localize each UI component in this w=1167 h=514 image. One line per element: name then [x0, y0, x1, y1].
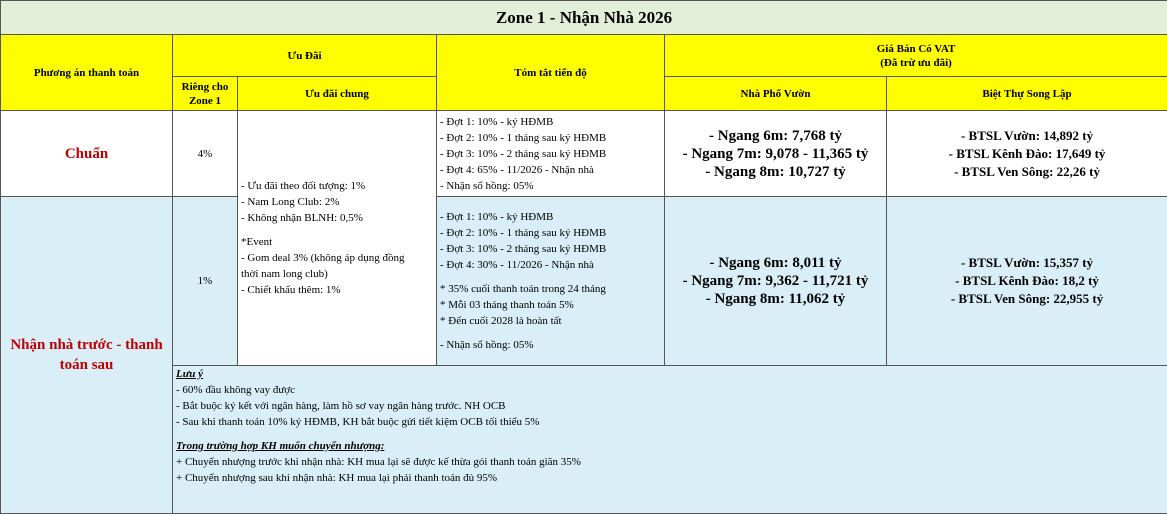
incentive-line: - Nam Long Club: 2%: [241, 195, 340, 208]
header-progress-summary: Tóm tắt tiến độ: [437, 35, 665, 111]
progress-line: - Nhận sổ hồng: 05%: [440, 179, 534, 192]
header-zone-only: Riêng cho Zone 1: [173, 77, 238, 111]
note-line: - Bắt buộc ký kết với ngân hàng, làm hồ sơ vay ngân hàng trước. NH OCB: [176, 399, 506, 412]
incentive-line: - Gom deal 3% (không áp dụng đồng: [241, 251, 405, 264]
progress-line: - Đợt 3: 10% - 2 tháng sau ký HĐMB: [440, 243, 607, 256]
header-price-vat: [665, 35, 1167, 77]
progress-early-handover: [437, 197, 665, 365]
price-line: - BTSL Vườn: 15,357 tỷ: [960, 255, 1094, 271]
price-line: - BTSL Kênh Đào: 18,2 tỷ: [955, 273, 1099, 289]
plan-early-handover: Nhận nhà trước - thanh toán sau: [1, 197, 173, 514]
progress-line: - Đợt 3: 10% - 2 tháng sau ký HĐMB: [440, 147, 607, 160]
progress-line: - Đợt 1: 10% - ký HĐMB: [440, 115, 554, 128]
price-line: - Ngang 7m: 9,362 - 11,721 tỷ: [682, 273, 869, 290]
price-line: - Ngang 6m: 7,768 tỷ: [709, 127, 842, 144]
progress-standard: [437, 111, 665, 197]
note-line: + Chuyển nhượng sau khi nhận nhà: KH mua lại phải thanh toán đủ 95%: [176, 471, 498, 484]
incentive-line: thời nam long club): [241, 267, 328, 280]
note-line: + Chuyển nhượng trước khi nhận nhà: KH mua lại sẽ được kế thừa gói thanh toán giãn 35%: [176, 455, 581, 468]
progress-line: * Đến cuối 2028 là hoàn tất: [440, 315, 562, 328]
progress-line: - Đợt 4: 65% - 11/2026 - Nhận nhà: [440, 163, 594, 176]
plan-standard: Chuẩn: [1, 111, 173, 197]
table-row: [1, 197, 1167, 365]
price-line: - Ngang 8m: 10,727 tỷ: [705, 163, 846, 180]
header-price-vat-line2: (Đã trừ ưu đãi): [880, 56, 952, 69]
table-title: Zone 1 - Nhận Nhà 2026: [1, 1, 1167, 35]
garden-prices-standard: [665, 111, 887, 197]
header-payment-plan: Phương án thanh toán: [1, 35, 173, 111]
progress-line: - Đợt 2: 10% - 1 tháng sau ký HĐMB: [440, 131, 607, 144]
price-line: - Ngang 8m: 11,062 tỷ: [705, 291, 846, 308]
price-line: - BTSL Vườn: 14,892 tỷ: [960, 127, 1094, 143]
event-title: *Event: [241, 235, 273, 248]
common-incentives-cell: [238, 111, 437, 365]
transfer-heading: Trong trường hợp KH muốn chuyển nhượng:: [176, 439, 385, 452]
price-line: - BTSL Ven Sông: 22,955 tỷ: [950, 291, 1104, 307]
zone-pct-early-handover: 1%: [173, 197, 238, 365]
incentive-line: - Ưu đãi theo đối tượng: 1%: [241, 179, 366, 192]
note-line: - 60% đầu không vay được: [176, 383, 296, 396]
header-garden-house: Nhà Phố Vườn: [665, 77, 887, 111]
incentive-line: - Không nhận BLNH: 0,5%: [241, 211, 363, 224]
header-common-incentives: Ưu đãi chung: [238, 77, 437, 111]
zone-pct-standard: 4%: [173, 111, 238, 197]
progress-line: - Đợt 2: 10% - 1 tháng sau ký HĐMB: [440, 227, 607, 240]
notes-cell: [173, 365, 1167, 513]
price-line: - BTSL Kênh Đào: 17,649 tỷ: [948, 145, 1106, 161]
progress-line: * Mỗi 03 tháng thanh toán 5%: [440, 299, 574, 312]
header-incentives: Ưu Đãi: [173, 35, 437, 77]
progress-line: - Nhận sổ hồng: 05%: [440, 339, 534, 352]
garden-prices-early-handover: [665, 197, 887, 365]
price-line: - Ngang 6m: 8,011 tỷ: [709, 255, 842, 272]
notes-heading: Lưu ý: [176, 367, 204, 380]
header-price-vat-line1: Giá Bán Có VAT: [876, 42, 956, 55]
notes-row: [1, 365, 1167, 513]
incentive-line: - Chiết khấu thêm: 1%: [241, 283, 341, 296]
price-line: - Ngang 7m: 9,078 - 11,365 tỷ: [682, 145, 869, 162]
price-line: - BTSL Ven Sông: 22,26 tỷ: [954, 163, 1100, 179]
note-line: - Sau khi thanh toán 10% ký HĐMB, KH bắt buộc gửi tiết kiệm OCB tối thiểu 5%: [176, 415, 540, 428]
btsl-prices-standard: [887, 111, 1167, 197]
progress-line: - Đợt 4: 30% - 11/2026 - Nhận nhà: [440, 259, 594, 272]
btsl-prices-early-handover: [887, 197, 1167, 365]
progress-line: * 35% cuối thanh toán trong 24 tháng: [440, 283, 606, 296]
progress-line: - Đợt 1: 10% - ký HĐMB: [440, 211, 554, 224]
table-row: [1, 111, 1167, 197]
header-semi-detached: Biệt Thự Song Lập: [887, 77, 1167, 111]
